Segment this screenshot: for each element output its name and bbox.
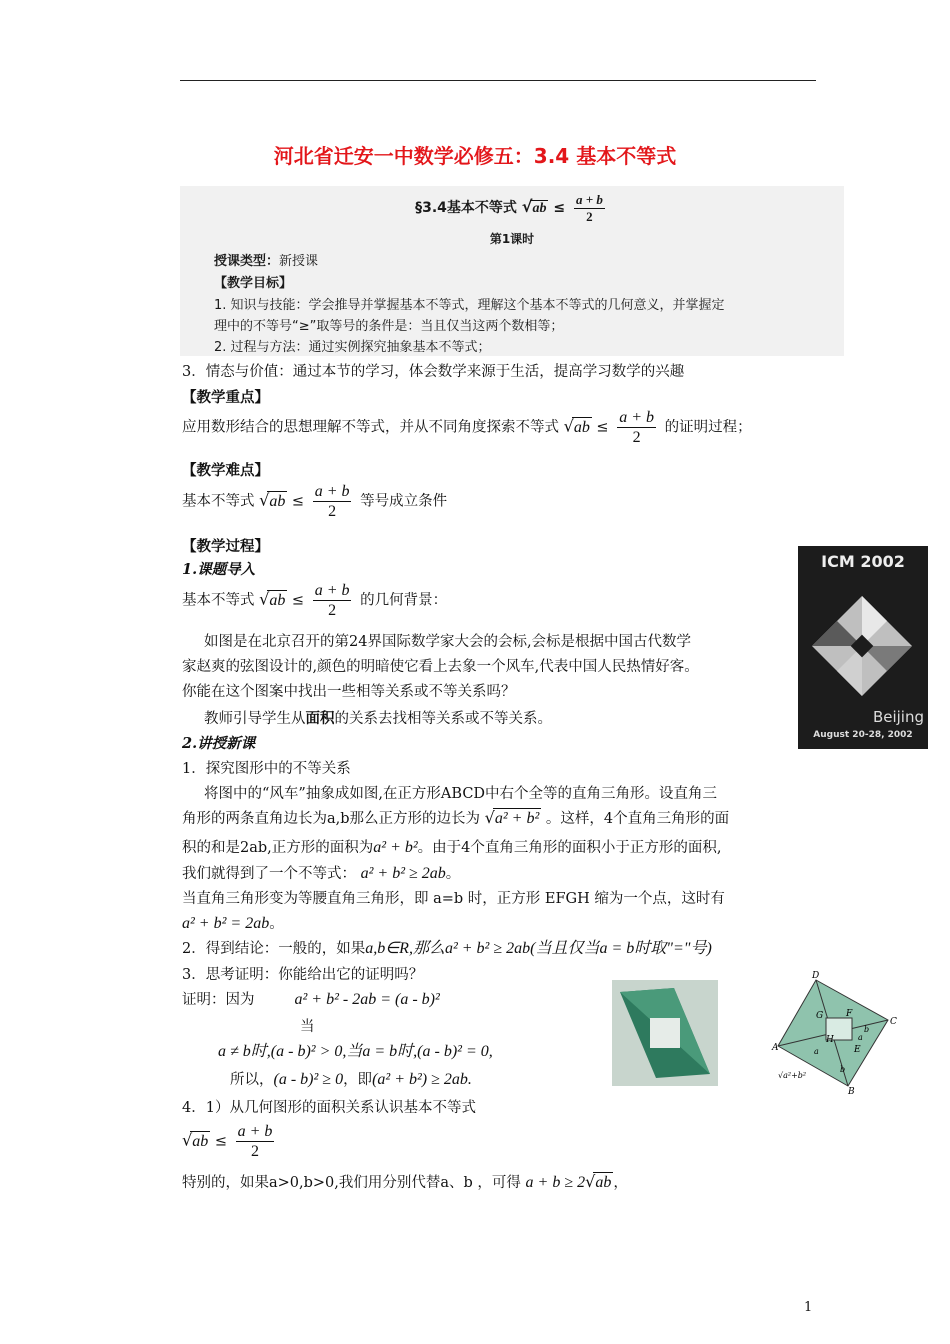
page-number: 1 — [804, 1300, 813, 1315]
square-figure — [612, 980, 718, 1086]
scan-goal2: 2. 过程与方法：通过实例探究抽象基本不等式； — [214, 340, 491, 355]
label-G: G — [816, 1011, 824, 1021]
scan-heading: §3.4基本不等式 √ab ≤ $\frac{a + b}{2}$ — [415, 192, 603, 224]
label-b2: b — [864, 1025, 870, 1034]
proof-thus: 所以，(a - b)² ≥ 0，即(a² + b²) ≥ 2ab. — [230, 1071, 472, 1088]
p4: 积的和是2ab,正方形的面积为a² + b²。由于4个直角三角形的面积小于正方形的面积, — [182, 839, 722, 856]
page-title: 河北省迁安一中数学必修五：3.4 基本不等式 — [273, 144, 677, 168]
p6-eq: a² + b² = 2ab。 — [182, 915, 284, 932]
item-4: 4．1）从几何图形的面积关系认识基本不等式 — [182, 1100, 476, 1116]
item-3: 3．思考证明：你能给出它的证明吗？ — [182, 967, 424, 983]
label-len: √a²+b² — [778, 1071, 807, 1080]
label-E: E — [854, 1045, 861, 1055]
icm-dates: August 20-28, 2002 — [813, 730, 913, 740]
p3a: 将图中的“风车”抽象成如图,在正方形ABCD中右个全等的直角三角形。设直角三 — [204, 786, 718, 802]
key-header: 【教学重点】 — [182, 389, 269, 406]
item-4-formula: √ab ≤ $\frac{a + b}{2}$ — [182, 1123, 273, 1161]
header-rule — [180, 80, 816, 81]
when-word: 当 — [300, 1019, 315, 1035]
special: 特别的，如果a>0,b>0,我们用分别代替a、b ，可得 a + b ≥ 2√ab ， — [182, 1172, 628, 1191]
diff-header: 【教学难点】 — [182, 462, 269, 479]
p5: 我们就得到了一个不等式： a² + b² ≥ 2ab。 — [182, 865, 461, 882]
scan-lesson: 第1课时 — [489, 232, 535, 246]
key-text: 应用数形结合的思想理解不等式，并从不同角度探索不等式 √ab ≤ $\frac{a + b}{2}$ 的证明过程； — [182, 409, 752, 447]
p1a: 如图是在北京召开的第24界国际数学家大会的会标,会标是根据中国古代数学 — [204, 634, 692, 650]
p1b: 家赵爽的弦图设计的,颜色的明暗使它看上去象一个风车,代表中国人民热情好客。 — [182, 659, 699, 675]
scan-goal1b: 理中的不等号“≥”取等号的条件是：当且仅当这两个数相等； — [214, 319, 564, 334]
proof: 证明：因为 a² + b² - 2ab = (a - b)² — [182, 991, 440, 1008]
label-H: H — [826, 1035, 834, 1045]
goal3: 3．情态与价值：通过本节的学习，体会数学来源于生活，提高学习数学的兴趣 — [182, 364, 685, 380]
scan-goal1a: 1. 知识与技能：学会推导并掌握基本不等式，理解这个基本不等式的几何意义，并掌握定 — [214, 298, 725, 313]
label-F: F — [846, 1009, 853, 1019]
label-B: B — [848, 1087, 855, 1096]
icm-title: ICM 2002 — [821, 552, 905, 571]
diff-text: 基本不等式 √ab ≤ $\frac{a + b}{2}$ 等号成立条件 — [182, 483, 448, 521]
icm-city: Beijing — [872, 708, 924, 726]
p1c: 你能在这个图案中找出一些相等关系或不等关系吗？ — [182, 684, 516, 700]
p6: 当直角三角形变为等腰直角三角形，即 a=b 时，正方形 EFGH 缩为一个点，这时有 — [182, 891, 725, 907]
scanned-excerpt — [180, 186, 844, 356]
label-C: C — [890, 1017, 897, 1027]
label-a2: a — [858, 1033, 863, 1042]
p2: 教师引导学生从面积的关系去找相等关系或不等关系。 — [204, 710, 552, 727]
label-A: A — [772, 1043, 779, 1053]
scan-type: 授课类型：新授课 — [214, 254, 319, 269]
labeled-diagram — [770, 968, 900, 1096]
icm-logo — [798, 546, 928, 749]
item-2: 2．得到结论：一般的，如果a,b∈R,那么a² + b² ≥ 2ab(当且仅当a = b时取"="号) — [182, 940, 712, 957]
proc-header: 【教学过程】 — [182, 538, 269, 555]
p3b: 角形的两条直角边长为a,b那么正方形的边长为 √a² + b² 。这样，4个直角三角形的面 — [182, 808, 730, 827]
item-1: 1．探究图形中的不等关系 — [182, 761, 351, 777]
label-a1: a — [814, 1047, 819, 1056]
label-D: D — [812, 971, 820, 981]
proof-case: a ≠ b时,(a - b)² > 0,当a = b时,(a - b)² = 0, — [218, 1043, 493, 1060]
s1-text: 基本不等式 √ab ≤ $\frac{a + b}{2}$ 的几何背景： — [182, 582, 448, 620]
section-2: 2.讲授新课 — [182, 735, 256, 752]
label-b1: b — [840, 1065, 846, 1074]
section-1: 1.课题导入 — [182, 561, 256, 578]
scan-goals-header: 【教学目标】 — [214, 276, 293, 291]
